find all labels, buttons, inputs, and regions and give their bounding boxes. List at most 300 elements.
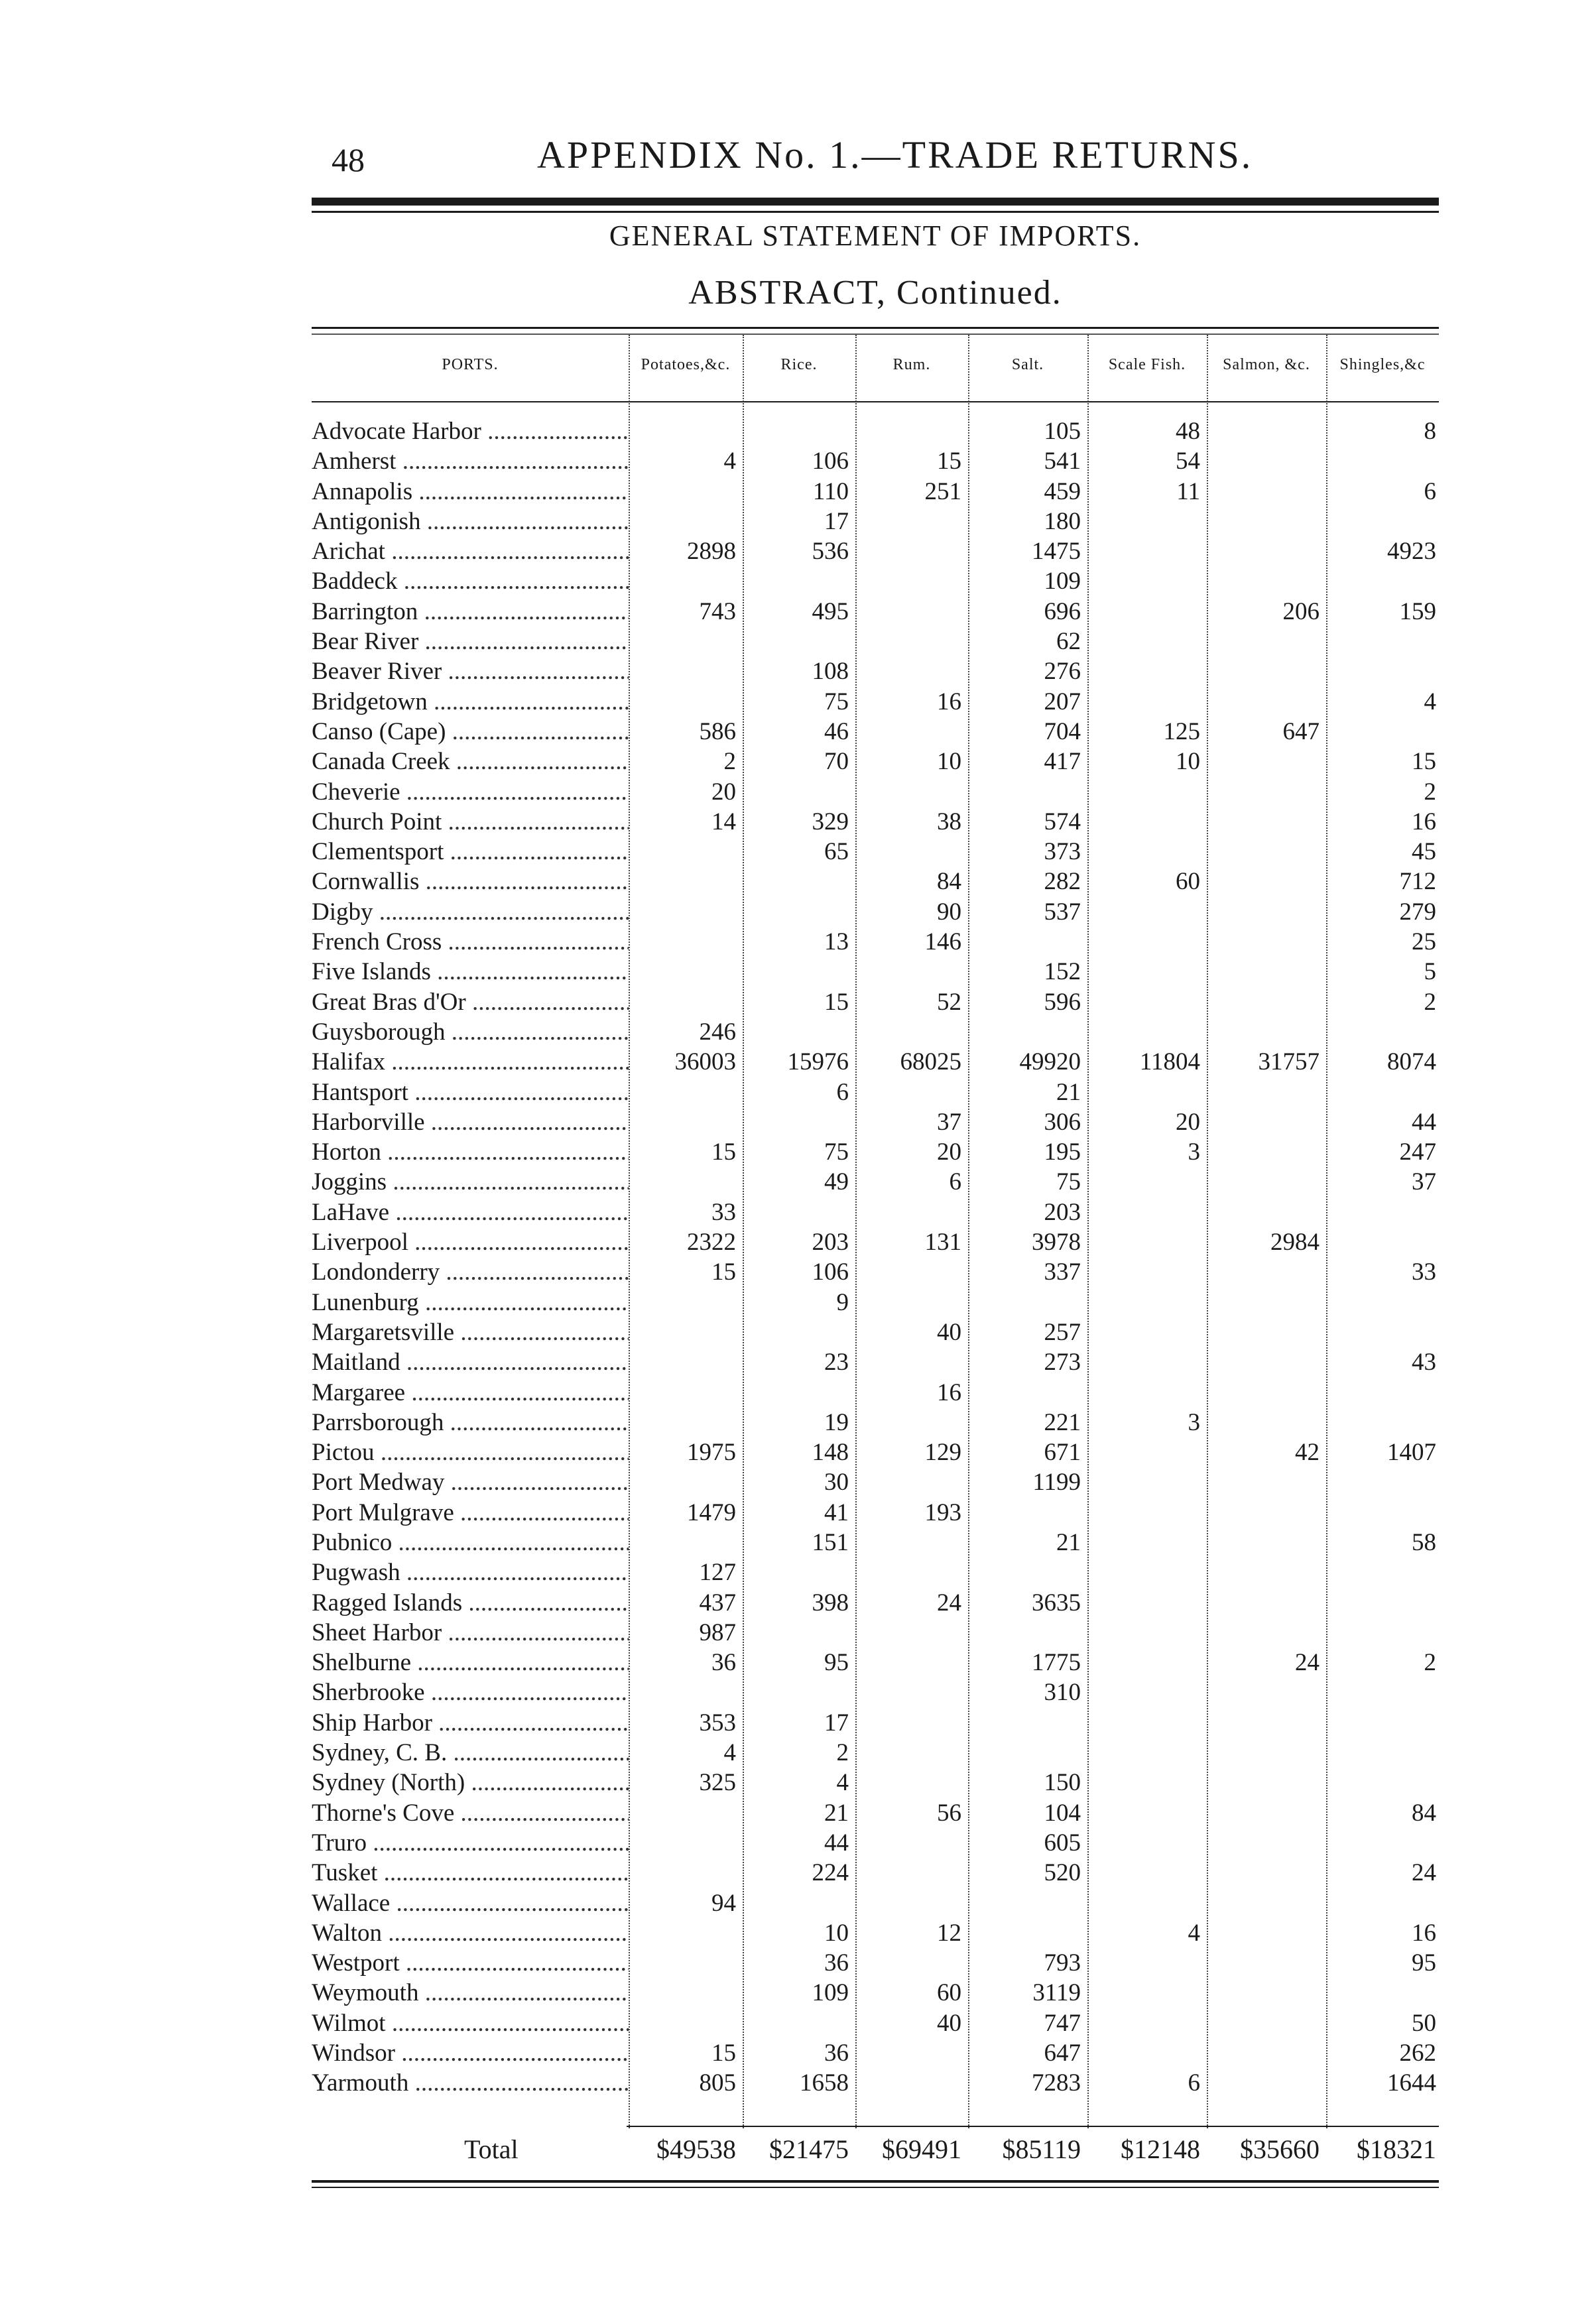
col-header-salt: Salt. (1011, 356, 1044, 373)
table-row (312, 1677, 1439, 1707)
port-name: Lunenburg ..... (312, 1288, 629, 1317)
rice-value: 148 (812, 1439, 849, 1467)
table-row (312, 837, 1439, 867)
port-name: Sydney, C. B. ..... (312, 1738, 629, 1768)
table-row (312, 687, 1439, 717)
rice-value: 36 (824, 1949, 849, 1977)
salt-value: 203 (1044, 1198, 1081, 1226)
potatoes-value: 20 (711, 778, 736, 806)
port-name: Ragged Islands ..... (312, 1588, 629, 1618)
rum-value: 60 (937, 1979, 961, 2007)
shingles-value: 262 (1399, 2040, 1436, 2067)
rice-value: 329 (812, 808, 849, 835)
salt-value: 671 (1044, 1439, 1081, 1467)
rice-value: 15976 (787, 1048, 849, 1076)
table-row (312, 1227, 1439, 1257)
port-name: Baddeck ..... (312, 566, 629, 596)
rice-value: 75 (824, 688, 849, 715)
rum-value: 193 (924, 1498, 961, 1526)
scale-fish-value: 3 (1188, 1138, 1200, 1166)
shingles-value: 712 (1399, 868, 1436, 896)
port-name: Wilmot ..... (312, 2008, 629, 2038)
table-row (312, 1588, 1439, 1618)
table-row (312, 1378, 1439, 1408)
table-head-rule (312, 327, 1439, 329)
abstract-title: ABSTRACT, Continued. (688, 274, 1062, 312)
salt-value: 537 (1044, 898, 1081, 926)
rum-value: 10 (937, 748, 961, 776)
rice-value: 108 (812, 658, 849, 686)
rice-value: 151 (812, 1528, 849, 1556)
potatoes-value: 36003 (674, 1048, 736, 1076)
scale-fish-value: 11804 (1139, 1048, 1200, 1076)
table-row (312, 656, 1439, 686)
port-name: Margaretsville ..... (312, 1317, 629, 1347)
rum-value: 15 (937, 448, 961, 475)
salt-value: 541 (1044, 448, 1081, 475)
shingles-value: 279 (1399, 898, 1436, 926)
salt-value: 1475 (1032, 538, 1081, 566)
shingles-value: 159 (1399, 597, 1436, 625)
port-name: Church Point ..... (312, 807, 629, 837)
table-row (312, 1317, 1439, 1347)
table-row (312, 777, 1439, 807)
scale-fish-value: 3 (1188, 1408, 1200, 1436)
port-name: Ship Harbor ..... (312, 1708, 629, 1738)
shingles-value: 50 (1412, 2009, 1436, 2037)
rum-value: 40 (937, 1318, 961, 1346)
table-row (312, 1828, 1439, 1858)
port-name: Digby ..... (312, 897, 629, 927)
shingles-value: 8 (1424, 418, 1436, 445)
salmon-value: 206 (1282, 597, 1320, 625)
potatoes-value: 987 (699, 1618, 736, 1646)
bottom-rule (312, 2180, 1439, 2183)
table-head-bottom-rule (312, 401, 1439, 402)
potatoes-value: 127 (699, 1559, 736, 1587)
port-name: Horton ..... (312, 1137, 629, 1167)
salt-value: 1199 (1032, 1469, 1081, 1496)
table-row (312, 477, 1439, 507)
port-name: Arichat ..... (312, 536, 629, 566)
port-name: Liverpool ..... (312, 1227, 629, 1257)
table-row (312, 1798, 1439, 1828)
shingles-value: 16 (1412, 808, 1436, 835)
rice-value: 224 (812, 1859, 849, 1887)
rum-value: 16 (937, 688, 961, 715)
table-row (312, 507, 1439, 536)
potatoes-value: 325 (699, 1769, 736, 1797)
salt-value: 1775 (1032, 1649, 1081, 1677)
table-row (312, 1888, 1439, 1918)
total-label: Total (464, 2134, 519, 2164)
port-name: Bridgetown ..... (312, 687, 629, 717)
port-name: Hantsport ..... (312, 1077, 629, 1107)
shingles-value: 84 (1412, 1799, 1436, 1827)
rice-value: 49 (824, 1168, 849, 1196)
shingles-value: 58 (1412, 1528, 1436, 1556)
port-name: Antigonish ..... (312, 507, 629, 536)
rice-value: 6 (836, 1078, 849, 1106)
salt-value: 373 (1044, 838, 1081, 866)
shingles-value: 1407 (1387, 1439, 1436, 1467)
port-name: Sydney (North) ..... (312, 1768, 629, 1798)
rum-value: 6 (949, 1168, 961, 1196)
table-row (312, 566, 1439, 596)
port-name: Port Mulgrave ..... (312, 1498, 629, 1528)
salt-value: 104 (1044, 1799, 1081, 1827)
col-header-potatoes: Potatoes,&c. (641, 356, 731, 373)
scale-fish-value: 48 (1176, 418, 1200, 445)
shingles-value: 45 (1412, 838, 1436, 866)
salt-value: 605 (1044, 1829, 1081, 1857)
potatoes-value: 805 (699, 2069, 736, 2097)
col-header-scale-fish: Scale Fish. (1108, 356, 1186, 373)
salt-value: 257 (1044, 1318, 1081, 1346)
table-row (312, 1648, 1439, 1677)
total-salt: $85119 (1002, 2134, 1081, 2164)
table-row (312, 1467, 1439, 1497)
shingles-value: 2 (1424, 988, 1436, 1016)
rum-value: 68025 (900, 1048, 961, 1076)
salt-value: 152 (1044, 958, 1081, 986)
salt-value: 3978 (1032, 1229, 1081, 1256)
salt-value: 207 (1044, 688, 1081, 715)
shingles-value: 44 (1412, 1108, 1436, 1136)
rum-value: 12 (937, 1919, 961, 1947)
table-row (312, 1167, 1439, 1197)
table-row (312, 1858, 1439, 1888)
scale-fish-value: 125 (1163, 717, 1200, 745)
table-row (312, 1137, 1439, 1167)
rice-value: 44 (824, 1829, 849, 1857)
potatoes-value: 15 (711, 2040, 736, 2067)
table-row (312, 1618, 1439, 1648)
col-header-salmon: Salmon, &c. (1223, 356, 1310, 373)
rice-value: 21 (824, 1799, 849, 1827)
shingles-value: 25 (1412, 928, 1436, 956)
rum-value: 40 (937, 2009, 961, 2037)
port-name: LaHave ..... (312, 1197, 629, 1227)
salt-value: 21 (1056, 1528, 1081, 1556)
rum-value: 20 (937, 1138, 961, 1166)
table-row (312, 927, 1439, 957)
potatoes-value: 586 (699, 717, 736, 745)
port-name: Wallace ..... (312, 1888, 629, 1918)
salt-value: 282 (1044, 868, 1081, 896)
port-name: Shelburne ..... (312, 1648, 629, 1677)
rice-value: 10 (824, 1919, 849, 1947)
rice-value: 398 (812, 1589, 849, 1616)
salt-value: 105 (1044, 418, 1081, 445)
salt-value: 574 (1044, 808, 1081, 835)
rice-value: 110 (812, 477, 849, 505)
port-name: Parrsborough ..... (312, 1408, 629, 1437)
port-name: Five Islands ..... (312, 957, 629, 987)
shingles-value: 6 (1424, 477, 1436, 505)
table-row (312, 1708, 1439, 1738)
table-head-rule-thin (312, 334, 1439, 335)
rice-value: 106 (812, 448, 849, 475)
potatoes-value: 33 (711, 1198, 736, 1226)
port-name: Weymouth ..... (312, 1978, 629, 2008)
rum-value: 146 (924, 928, 961, 956)
potatoes-value: 15 (711, 1258, 736, 1286)
port-name: Canada Creek ..... (312, 747, 629, 776)
salt-value: 49920 (1019, 1048, 1081, 1076)
salmon-value: 31757 (1258, 1048, 1320, 1076)
potatoes-value: 2322 (687, 1229, 736, 1256)
table-row (312, 1197, 1439, 1227)
port-name: Bear River ..... (312, 627, 629, 656)
salt-value: 3635 (1032, 1589, 1081, 1616)
scale-fish-value: 60 (1176, 868, 1200, 896)
port-name: Cornwallis ..... (312, 867, 629, 896)
salt-value: 276 (1044, 658, 1081, 686)
rice-value: 203 (812, 1229, 849, 1256)
table-row (312, 1948, 1439, 1978)
salmon-value: 2984 (1270, 1229, 1320, 1256)
port-name: Port Medway ..... (312, 1467, 629, 1497)
potatoes-value: 1479 (687, 1498, 736, 1526)
table-row (312, 1288, 1439, 1317)
potatoes-value: 2898 (687, 538, 736, 566)
col-header-rum: Rum. (892, 356, 931, 373)
table-row (312, 1738, 1439, 1768)
table-row (312, 807, 1439, 837)
salt-value: 273 (1044, 1349, 1081, 1376)
shingles-value: 2 (1424, 778, 1436, 806)
port-name: Advocate Harbor ..... (312, 416, 629, 446)
port-name: Thorne's Cove ..... (312, 1798, 629, 1828)
col-header-rice: Rice. (780, 356, 818, 373)
rice-value: 4 (836, 1769, 849, 1797)
table-row (312, 747, 1439, 776)
rice-value: 13 (824, 928, 849, 956)
table-row (312, 2038, 1439, 2068)
port-name: Joggins ..... (312, 1167, 629, 1197)
port-name: Walton ..... (312, 1918, 629, 1948)
shingles-value: 1644 (1387, 2069, 1436, 2097)
total-shingles: $18321 (1357, 2134, 1436, 2164)
salmon-value: 42 (1295, 1439, 1320, 1467)
total-rice: $21475 (769, 2134, 849, 2164)
table-row (312, 2068, 1439, 2098)
potatoes-value: 1975 (687, 1439, 736, 1467)
salt-value: 109 (1044, 568, 1081, 595)
shingles-value: 2 (1424, 1649, 1436, 1677)
shingles-value: 4 (1424, 688, 1436, 715)
salt-value: 180 (1044, 507, 1081, 535)
scale-fish-value: 11 (1176, 477, 1200, 505)
rum-value: 129 (924, 1439, 961, 1467)
salt-value: 417 (1044, 748, 1081, 776)
salt-value: 306 (1044, 1108, 1081, 1136)
salmon-value: 24 (1295, 1649, 1320, 1677)
port-name: Londonderry ..... (312, 1257, 629, 1287)
table-row (312, 1978, 1439, 2008)
salt-value: 7283 (1032, 2069, 1081, 2097)
table-row (312, 717, 1439, 747)
table-row (312, 1047, 1439, 1077)
salt-value: 596 (1044, 988, 1081, 1016)
total-salmon: $35660 (1240, 2134, 1320, 2164)
salt-value: 221 (1044, 1408, 1081, 1436)
rice-value: 41 (824, 1498, 849, 1526)
table-row (312, 897, 1439, 927)
table-row (312, 536, 1439, 566)
table-row (312, 1017, 1439, 1047)
shingles-value: 8074 (1387, 1048, 1436, 1076)
salt-value: 150 (1044, 1769, 1081, 1797)
port-name: Amherst ..... (312, 446, 629, 476)
port-name: Pubnico ..... (312, 1528, 629, 1557)
rice-value: 36 (824, 2040, 849, 2067)
salt-value: 21 (1056, 1078, 1081, 1106)
shingles-value: 16 (1412, 1919, 1436, 1947)
salt-value: 520 (1044, 1859, 1081, 1887)
port-name: Maitland ..... (312, 1347, 629, 1377)
potatoes-value: 353 (699, 1709, 736, 1737)
salt-value: 3119 (1032, 1979, 1081, 2007)
rum-value: 84 (937, 868, 961, 896)
rice-value: 75 (824, 1138, 849, 1166)
port-name: Beaver River ..... (312, 656, 629, 686)
rum-value: 16 (937, 1378, 961, 1406)
total-row (312, 2120, 1439, 2173)
shingles-value: 247 (1399, 1138, 1436, 1166)
table-row (312, 627, 1439, 656)
statement-title: GENERAL STATEMENT OF IMPORTS. (609, 219, 1142, 252)
rum-value: 24 (937, 1589, 961, 1616)
port-name: Barrington ..... (312, 597, 629, 627)
shingles-value: 95 (1412, 1949, 1436, 1977)
shingles-value: 43 (1412, 1349, 1436, 1376)
table-row (312, 2008, 1439, 2038)
port-name: Annapolis ..... (312, 477, 629, 507)
header-rule-thin (312, 211, 1439, 213)
port-name: Halifax ..... (312, 1047, 629, 1077)
rum-value: 131 (924, 1229, 961, 1256)
port-name: Guysborough ..... (312, 1017, 629, 1047)
header-rule (312, 198, 1439, 206)
salt-value: 195 (1044, 1138, 1081, 1166)
total-potatoes: $49538 (656, 2134, 736, 2164)
table-row (312, 867, 1439, 896)
shingles-value: 33 (1412, 1258, 1436, 1286)
col-header-ports: PORTS. (442, 356, 499, 373)
potatoes-value: 743 (699, 597, 736, 625)
shingles-value: 4923 (1387, 538, 1436, 566)
salt-value: 747 (1044, 2009, 1081, 2037)
rum-value: 52 (937, 988, 961, 1016)
port-name: French Cross ..... (312, 927, 629, 957)
salt-value: 337 (1044, 1258, 1081, 1286)
rice-value: 2 (836, 1739, 849, 1767)
rum-value: 38 (937, 808, 961, 835)
port-name: Cheverie ..... (312, 777, 629, 807)
salt-value: 704 (1044, 717, 1081, 745)
rice-value: 19 (824, 1408, 849, 1436)
table-row (312, 446, 1439, 476)
rum-value: 90 (937, 898, 961, 926)
rice-value: 46 (824, 717, 849, 745)
table-row (312, 1257, 1439, 1287)
port-name: Harborville ..... (312, 1107, 629, 1137)
table-row (312, 1768, 1439, 1798)
shingles-value: 37 (1412, 1168, 1436, 1196)
table-row (312, 1528, 1439, 1557)
rice-value: 65 (824, 838, 849, 866)
salt-value: 310 (1044, 1679, 1081, 1707)
page-number: 48 (332, 141, 365, 178)
port-name: Pictou ..... (312, 1437, 629, 1467)
col-header-shingles: Shingles,&c (1339, 356, 1426, 373)
rice-value: 23 (824, 1349, 849, 1376)
rice-value: 9 (836, 1288, 849, 1316)
port-name: Windsor ..... (312, 2038, 629, 2068)
shingles-value: 24 (1412, 1859, 1436, 1887)
potatoes-value: 15 (711, 1138, 736, 1166)
potatoes-value: 14 (711, 808, 736, 835)
table-row (312, 597, 1439, 627)
rice-value: 17 (824, 507, 849, 535)
bottom-rule-thin (312, 2187, 1439, 2188)
rum-value: 37 (937, 1108, 961, 1136)
port-name: Canso (Cape) ..... (312, 717, 629, 747)
potatoes-value: 437 (699, 1589, 736, 1616)
salt-value: 75 (1056, 1168, 1081, 1196)
port-name: Sherbrooke ..... (312, 1677, 629, 1707)
port-name: Great Bras d'Or ..... (312, 987, 629, 1017)
potatoes-value: 36 (711, 1649, 736, 1677)
scale-fish-value: 6 (1188, 2069, 1200, 2097)
port-name: Clementsport ..... (312, 837, 629, 867)
rice-value: 536 (812, 538, 849, 566)
rice-value: 1658 (800, 2069, 849, 2097)
potatoes-value: 246 (699, 1018, 736, 1046)
scale-fish-value: 10 (1176, 748, 1200, 776)
table-row (312, 1918, 1439, 1948)
scale-fish-value: 20 (1176, 1108, 1200, 1136)
page-header: APPENDIX No. 1.—TRADE RETURNS. (537, 133, 1253, 176)
table-body (312, 416, 1439, 2099)
rum-value: 56 (937, 1799, 961, 1827)
salmon-value: 647 (1282, 717, 1320, 745)
port-name: Sheet Harbor ..... (312, 1618, 629, 1648)
salt-value: 62 (1056, 628, 1081, 656)
table-row (312, 1498, 1439, 1528)
total-scale-fish: $12148 (1121, 2134, 1200, 2164)
rice-value: 15 (824, 988, 849, 1016)
table-row (312, 1437, 1439, 1467)
salt-value: 647 (1044, 2040, 1081, 2067)
port-name: Pugwash ..... (312, 1557, 629, 1587)
rice-value: 95 (824, 1649, 849, 1677)
rice-value: 17 (824, 1709, 849, 1737)
rice-value: 109 (812, 1979, 849, 2007)
table-row (312, 1557, 1439, 1587)
shingles-value: 15 (1412, 748, 1436, 776)
port-name: Margaree ..... (312, 1378, 629, 1408)
potatoes-value: 2 (723, 748, 736, 776)
scale-fish-value: 54 (1176, 448, 1200, 475)
table-row (312, 416, 1439, 446)
potatoes-value: 4 (723, 1739, 736, 1767)
table-row (312, 1107, 1439, 1137)
salt-value: 459 (1044, 477, 1081, 505)
rice-value: 30 (824, 1469, 849, 1496)
